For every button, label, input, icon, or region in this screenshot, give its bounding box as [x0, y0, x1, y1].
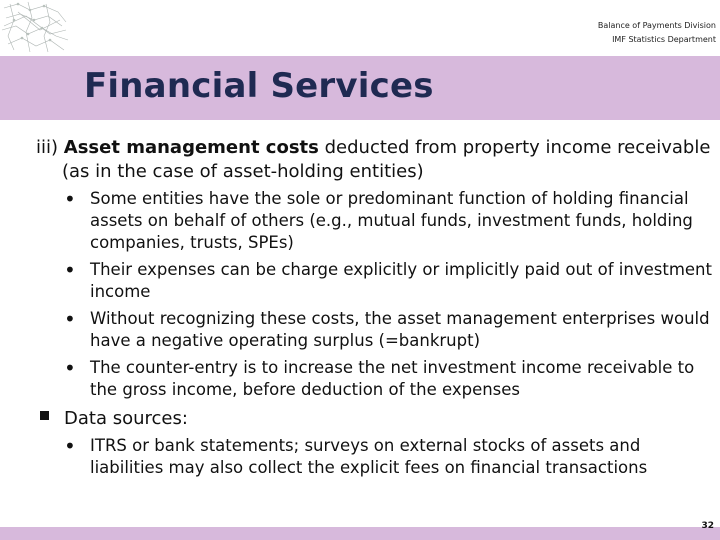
data-sources-bullets [36, 435, 716, 479]
lead-paragraph [36, 136, 716, 184]
lead-prefix: iii) [36, 137, 59, 158]
asset-management-bullets [36, 188, 716, 401]
bullet-item [64, 307, 716, 352]
bullet-item [64, 356, 716, 401]
bullet-item [64, 258, 716, 303]
bullet-text: Their expenses can be charge explicitly or implicitly paid out of investment income [90, 260, 712, 301]
bullet-item [64, 187, 716, 254]
organization-header [496, 19, 716, 47]
org-department: IMF Statistics Department [612, 35, 716, 44]
square-bullet-icon [40, 411, 49, 420]
slide-body [36, 136, 716, 484]
org-division: Balance of Payments Division [597, 21, 716, 30]
bullet-dot-icon: • [64, 434, 76, 458]
bullet-text: Some entities have the sole or predominant function of holding financial assets on behalf of others (e.g., mutual funds, investment funds, holding companies, trusts, SPEs) [90, 189, 693, 252]
bullet-dot-icon: • [64, 258, 76, 282]
lead-bold-term: Asset management costs [63, 137, 319, 158]
data-sources-heading [36, 407, 716, 431]
bullet-text: Without recognizing these costs, the asset management enterprises would have a negative operating surplus (=bankrupt) [90, 309, 710, 350]
bullet-dot-icon: • [64, 187, 76, 211]
slide-title: Financial Services [84, 66, 434, 106]
bullet-text: The counter-entry is to increase the net investment income receivable to the gross income, before deduction of the expenses [90, 358, 695, 399]
page-number: 32 [701, 521, 714, 531]
world-map-logo [0, 0, 70, 55]
bullet-item [64, 434, 716, 479]
footer-band [0, 527, 720, 540]
bullet-dot-icon: • [64, 356, 76, 380]
data-sources-label: Data sources: [64, 408, 188, 429]
bullet-dot-icon: • [64, 307, 76, 331]
lead-text: deducted from property income receivable (as in the case of asset-holding entities) [62, 137, 711, 182]
bullet-text: ITRS or bank statements; surveys on external stocks of assets and liabilities may also collect the explicit fees on financial transactions [90, 436, 648, 477]
